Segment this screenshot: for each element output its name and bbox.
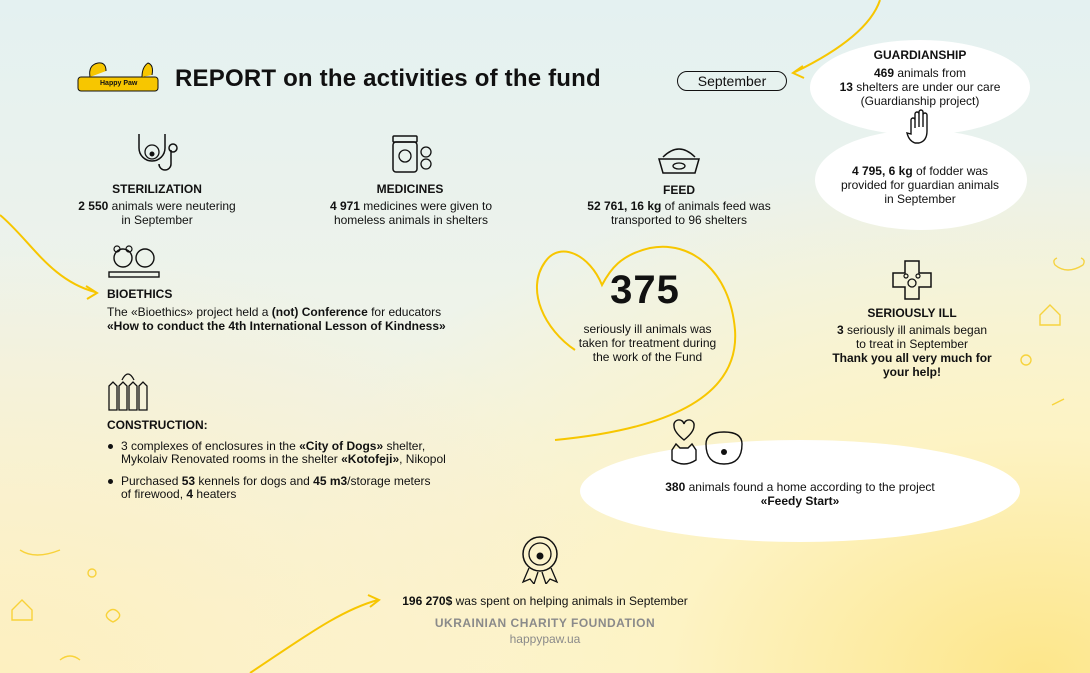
sterilization-count: 2 550 <box>78 199 109 213</box>
fodder-text <box>815 164 1025 206</box>
happy-paw-logo <box>76 55 160 95</box>
construction-item1d: Mykolaiv Renovated rooms in the shelter <box>121 452 342 466</box>
medicines-line2: homeless animals in shelters <box>333 213 489 227</box>
seriously-ill-count: 3 <box>836 323 844 337</box>
spent-text <box>340 594 750 608</box>
footer-organization: UKRAINIAN CHARITY FOUNDATION <box>434 616 656 630</box>
feed-amount: 52 761, 16 kg <box>587 199 662 213</box>
construction-kennels: 53 <box>181 474 196 488</box>
construction-item1c: shelter, <box>383 439 426 453</box>
construction-item2f: of firewood, <box>121 487 187 501</box>
treatment-line2: taken for treatment during <box>578 336 717 350</box>
seriously-ill-thanks1: Thank you all very much for <box>832 351 992 365</box>
construction-item2e: /storage meters <box>347 474 431 488</box>
treatment-line1: seriously ill animals was <box>583 322 712 336</box>
fodder-line1: of fodder was <box>912 164 989 178</box>
feed-line1: of animals feed was <box>661 199 771 213</box>
bioethics-text <box>107 305 527 333</box>
award-paw-icon <box>517 534 563 584</box>
page-title: REPORT on the activities of the fund <box>175 65 601 92</box>
feed-title: FEED <box>662 183 695 197</box>
sterilization-text <box>50 199 264 227</box>
medical-cross-paw-icon <box>891 259 933 301</box>
medicines-title: MEDICINES <box>376 182 444 196</box>
construction-m3: 45 m3 <box>313 474 348 488</box>
construction-item2a: Purchased <box>121 474 182 488</box>
guardianship-line2: shelters are under our care <box>852 80 1001 94</box>
guardianship-count: 469 <box>873 66 894 80</box>
fence-dog-icon <box>106 368 150 412</box>
construction-heaters-count: 4 <box>186 487 194 501</box>
fodder-line3: in September <box>884 192 956 206</box>
bioethics-title: BIOETHICS <box>107 287 173 301</box>
construction-title: CONSTRUCTION: <box>107 418 208 432</box>
fodder-line2: provided for guardian animals <box>840 178 1000 192</box>
bioethics-line1a: The «Bioethics» project held a <box>107 305 272 319</box>
construction-item1f: , Nikopol <box>399 452 446 466</box>
seriously-ill-line1: seriously ill animals began <box>843 323 988 337</box>
spent-amount: 196 270$ <box>402 594 453 608</box>
adoption-project: «Feedy Start» <box>760 494 840 508</box>
sterilization-line2: in September <box>121 213 193 227</box>
bioethics-line1c: for educators <box>367 305 442 319</box>
treatment-line3: the work of the Fund <box>592 350 703 364</box>
construction-kotofeji: «Kotofeji» <box>341 452 400 466</box>
fodder-amount: 4 795, 6 kg <box>851 164 913 178</box>
treatment-text <box>555 322 740 364</box>
construction-item-2 <box>107 475 527 501</box>
guardianship-shelters: 13 <box>839 80 853 94</box>
footer-website-link[interactable]: happypaw.ua <box>509 632 581 646</box>
construction-city-of-dogs: «City of Dogs» <box>299 439 384 453</box>
bioethics-conference: (not) Conference <box>271 305 368 319</box>
medicines-line1: medicines were given to <box>359 199 493 213</box>
guardianship-text <box>815 66 1025 108</box>
food-bowl-icon <box>657 143 701 177</box>
spent-line: was spent on helping animals in September <box>452 594 688 608</box>
bioethics-lesson: «How to conduct the 4th International Lesson of Kindness» <box>107 319 446 333</box>
sterilization-line1: animals were neutering <box>108 199 236 213</box>
seriously-ill-line2: to treat in September <box>855 337 969 351</box>
guardianship-title: GUARDIANSHIP <box>873 48 967 62</box>
seriously-ill-text <box>805 323 1019 379</box>
seriously-ill-title: SERIOUSLY ILL <box>867 306 957 320</box>
adoption-count: 380 <box>665 480 686 494</box>
feed-line2: transported to 96 shelters <box>610 213 748 227</box>
construction-item2h: heaters <box>193 487 237 501</box>
adoption-line1: animals found a home according to the project <box>685 480 935 494</box>
logo-text: Happy Paw <box>100 80 138 87</box>
construction-list <box>107 440 527 510</box>
construction-item-1 <box>107 440 527 466</box>
seriously-ill-thanks2: your help! <box>882 365 941 379</box>
month-badge: September <box>677 71 787 91</box>
hand-paw-icon <box>905 108 935 152</box>
cat-dog-heart-icon <box>668 418 746 468</box>
medicine-jar-icon <box>390 132 434 176</box>
guardianship-line3: (Guardianship project) <box>860 94 980 108</box>
adoption-text <box>620 480 980 508</box>
treatment-number: 375 <box>610 268 680 312</box>
stethoscope-paw-icon <box>135 130 181 174</box>
guardianship-line1: animals from <box>894 66 967 80</box>
construction-item2c: kennels for dogs and <box>195 474 314 488</box>
medicines-count: 4 971 <box>329 199 360 213</box>
medicines-text <box>300 199 522 227</box>
kids-icon <box>107 244 161 280</box>
sterilization-title: STERILIZATION <box>112 182 202 196</box>
construction-item1a: 3 complexes of enclosures in the <box>121 439 300 453</box>
feed-text <box>565 199 793 227</box>
